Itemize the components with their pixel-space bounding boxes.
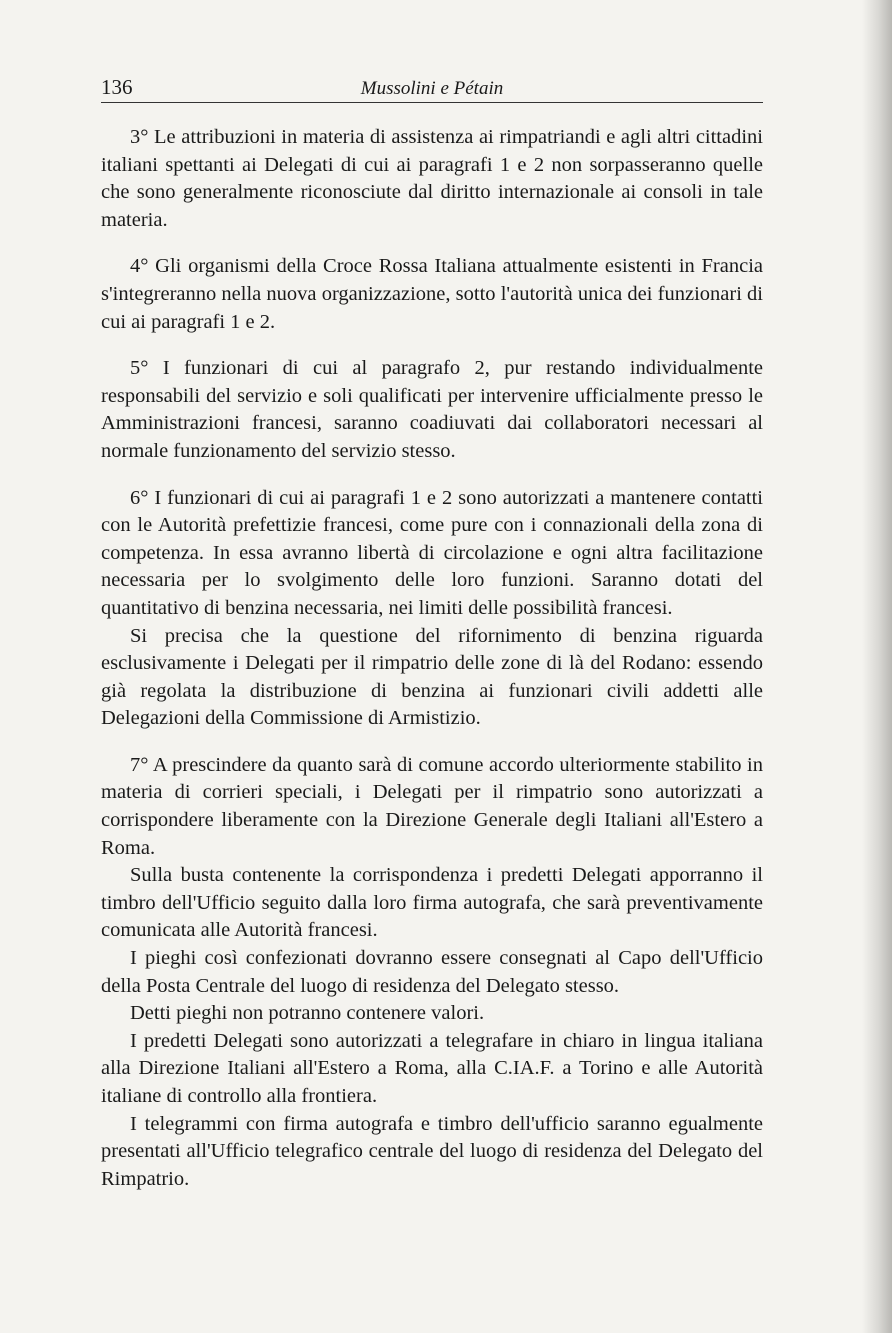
running-title: Mussolini e Pétain — [360, 78, 504, 99]
page-edge-shadow — [862, 0, 892, 1333]
paragraph-busta: Sulla busta contenente la corrispondenza i predetti Delegati apporranno il timbro dell'Ufficio seguito dalla loro firma autografa, che sarà preventivamente comunicata alle Autorità francesi. — [101, 864, 763, 942]
paragraph-benzina: Si precisa che la questione del rifornimento di benzina riguarda esclusivamente i Delegati per il rimpatrio delle zone di là del Rodano: essendo già regolata la distribuzione di benzina ai funzionari civili addetti alle Delegazioni della Commissione di Armistizio. — [101, 624, 763, 730]
paragraph-valori: Detti pieghi non potranno contenere valori. — [130, 1002, 485, 1025]
body-text — [101, 124, 763, 1193]
page-number: 136 — [101, 75, 133, 99]
paragraph-telegrammi: I telegrammi con firma autografa e timbro dell'ufficio saranno egualmente presentati all'Ufficio telegrafico centrale del luogo di residenza del Delegato del Rimpatrio. — [101, 1112, 763, 1190]
paragraph-telegrafare: I predetti Delegati sono autorizzati a telegrafare in chiaro in lingua italiana alla Direzione Italiani all'Estero a Roma, alla C.IA.F. a Torino e alle Autorità italiane di controllo alla frontiera. — [101, 1029, 763, 1107]
paragraph-5: 5° I funzionari di cui al paragrafo 2, pur restando individualmente responsabili del servizio e soli qualificati per intervenire ufficialmente presso le Amministrazioni francesi, saranno coadiuvati dai collaboratori necessari al normale funzionamento del servizio stesso. — [101, 357, 763, 462]
paragraph-3: 3° Le attribuzioni in materia di assistenza ai rimpatriandi e agli altri cittadini italiani spettanti ai Delegati di cui ai paragrafi 1 e 2 non sorpasseranno quelle che sono generalmente riconosciute dal diritto internazionale ai consoli in tale materia. — [101, 126, 763, 231]
page-header — [101, 76, 763, 103]
paragraph-6: 6° I funzionari di cui ai paragrafi 1 e 2 sono autorizzati a mantenere contatti con le Autorità prefettizie francesi, come pure con i connazionali della zona di competenza. In essa avranno libertà di circolazione e ogni altra facilitazione necessaria per lo svolgimento delle loro funzioni. Saranno dotati del quantitativo di benzina necessaria, nei limiti delle possibilità francesi. — [101, 486, 763, 619]
paragraph-7: 7° A prescindere da quanto sarà di comune accordo ulteriormente stabilito in materia di corrieri speciali, i Delegati per il rimpatrio sono autorizzati a corrispondere liberamente con la Direzione Generale degli Italiani all'Estero a Roma. — [101, 753, 763, 859]
paragraph-4: 4° Gli organismi della Croce Rossa Italiana attualmente esistenti in Francia s'integreranno nella nuova organizzazione, sotto l'autorità unica dei funzionari di cui ai paragrafi 1 e 2. — [101, 255, 763, 333]
paragraph-pieghi: I pieghi così confezionati dovranno essere consegnati al Capo dell'Ufficio della Posta Centrale del luogo di residenza del Delegato stesso. — [101, 947, 763, 997]
